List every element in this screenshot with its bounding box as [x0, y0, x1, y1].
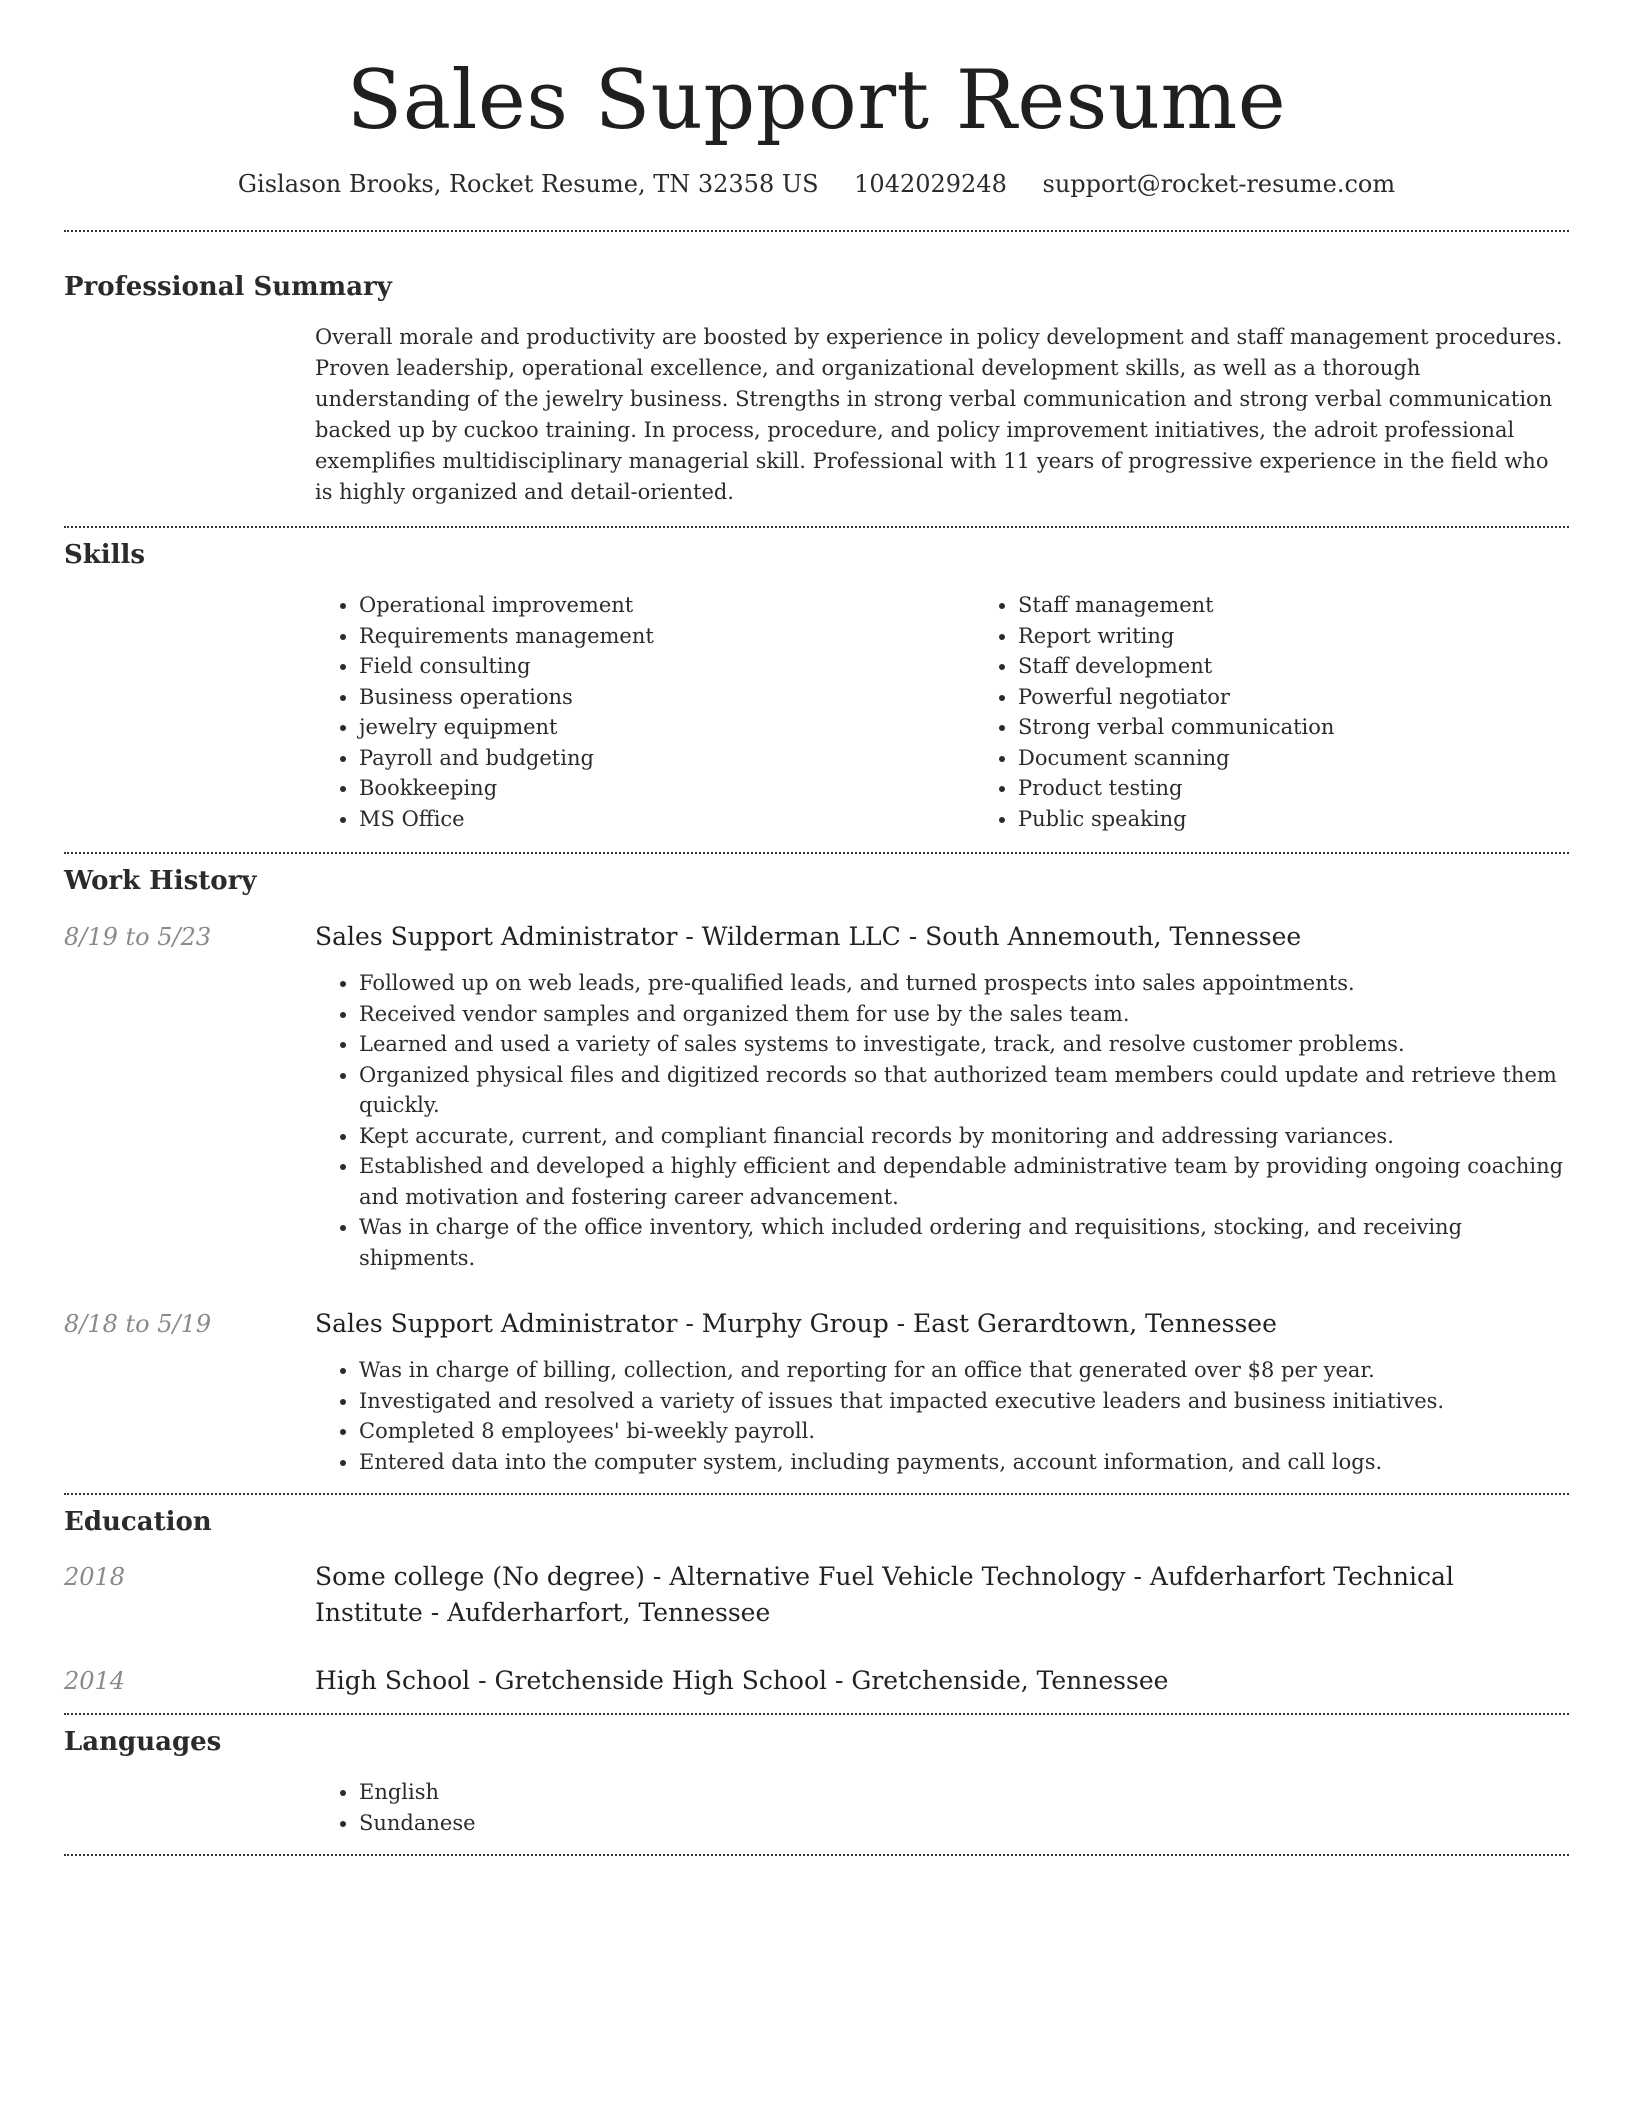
work-section [64, 854, 1569, 1477]
education-year: 2014 [64, 1667, 126, 1695]
language-item: • Sundanese [359, 1808, 1569, 1839]
skill-item: • Requirements management [359, 621, 974, 652]
job-bullets [315, 968, 1569, 1273]
job-bullet: • Followed up on web leads, pre-qualified leads, and turned prospects into sales appointments. [359, 968, 1569, 999]
skill-item: • Field consulting [359, 651, 974, 682]
summary-heading: Professional Summary [64, 272, 392, 302]
job-bullet: • Investigated and resolved a variety of issues that impacted executive leaders and business initiatives. [359, 1386, 1569, 1417]
job-bullet: • Organized physical files and digitized records so that authorized team members could update and retrieve them quickly. [359, 1060, 1569, 1121]
skill-item: • Business operations [359, 682, 974, 713]
divider [64, 1854, 1569, 1856]
contact-address: Gislason Brooks, Rocket Resume, TN 32358 US [237, 170, 819, 198]
skill-item: • Payroll and budgeting [359, 743, 974, 774]
skill-item: • Product testing [1018, 773, 1632, 804]
skill-item: • jewelry equipment [359, 712, 974, 743]
skills-section [64, 528, 1569, 834]
job-dates: 8/19 to 5/23 [64, 923, 212, 951]
skills-list-right [974, 590, 1632, 834]
language-item: • English [359, 1777, 1569, 1808]
work-heading: Work History [64, 866, 257, 896]
education-title: High School - Gretchenside High School - Gretchenside, Tennessee [315, 1666, 1169, 1695]
job-bullet: • Kept accurate, current, and compliant financial records by monitoring and addressing variances. [359, 1121, 1569, 1152]
summary-text: Overall morale and productivity are boosted by experience in policy development and staff management procedures. Proven leadership, operational excellence, and organizational development skills, as well as a thorough understanding of the jewelry business. Strengths in strong verbal communication and strong verbal communication backed up by cuckoo training. In process, procedure, and policy improvement initiatives, the adroit professional exemplifies multidisciplinary managerial skill. Professional with 11 years of progressive experience in the field who is highly organized and detail-oriented. [315, 325, 1563, 504]
job-bullet: • Entered data into the computer system, including payments, account information, and call logs. [359, 1447, 1569, 1478]
resume-title: Sales Support Resume [346, 54, 1287, 148]
contact-line [64, 168, 1569, 200]
job-bullet: • Received vendor samples and organized them for use by the sales team. [359, 999, 1569, 1030]
job-bullet: • Was in charge of billing, collection, and reporting for an office that generated over $8 per year. [359, 1355, 1569, 1386]
languages-list [315, 1777, 1569, 1838]
skill-item: • Staff management [1018, 590, 1632, 621]
job-dates: 8/18 to 5/19 [64, 1310, 212, 1338]
job-title: Sales Support Administrator - Wilderman LLC - South Annemouth, Tennessee [315, 922, 1302, 951]
skill-item: • Strong verbal communication [1018, 712, 1632, 743]
skill-item: • Powerful negotiator [1018, 682, 1632, 713]
languages-section [64, 1715, 1569, 1838]
education-entry [64, 1663, 1569, 1699]
skill-item: • Operational improvement [359, 590, 974, 621]
job-title: Sales Support Administrator - Murphy Group - East Gerardtown, Tennessee [315, 1309, 1277, 1338]
skill-item: • Staff development [1018, 651, 1632, 682]
job-entry [64, 1307, 1569, 1477]
education-section [64, 1495, 1569, 1699]
resume-page [64, 0, 1569, 1856]
skills-list-left [315, 590, 974, 834]
education-heading: Education [64, 1507, 212, 1537]
skill-item: • Public speaking [1018, 804, 1632, 835]
job-entry [64, 920, 1569, 1273]
skill-item: • Bookkeeping [359, 773, 974, 804]
education-title: Some college (No degree) - Alternative Fuel Vehicle Technology - Aufderharfort Technical Institute - Aufderharfort, Tennessee [315, 1562, 1454, 1627]
job-bullet: • Established and developed a highly efficient and dependable administrative team by providing ongoing coaching and motivation and fostering career advancement. [359, 1151, 1569, 1212]
job-bullet: • Was in charge of the office inventory, which included ordering and requisitions, stocking, and receiving shipments. [359, 1212, 1569, 1273]
education-entry [64, 1559, 1569, 1631]
summary-section [64, 232, 1569, 508]
contact-phone: 1042029248 [854, 170, 1007, 198]
job-bullet: • Learned and used a variety of sales systems to investigate, track, and resolve customer problems. [359, 1029, 1569, 1060]
skill-item: • MS Office [359, 804, 974, 835]
skills-heading: Skills [64, 540, 146, 570]
job-bullets [315, 1355, 1569, 1477]
job-bullet: • Completed 8 employees' bi-weekly payroll. [359, 1416, 1569, 1447]
languages-heading: Languages [64, 1727, 222, 1757]
education-year: 2018 [64, 1563, 126, 1591]
contact-email: support@rocket-resume.com [1042, 170, 1396, 198]
skill-item: • Report writing [1018, 621, 1632, 652]
skill-item: • Document scanning [1018, 743, 1632, 774]
